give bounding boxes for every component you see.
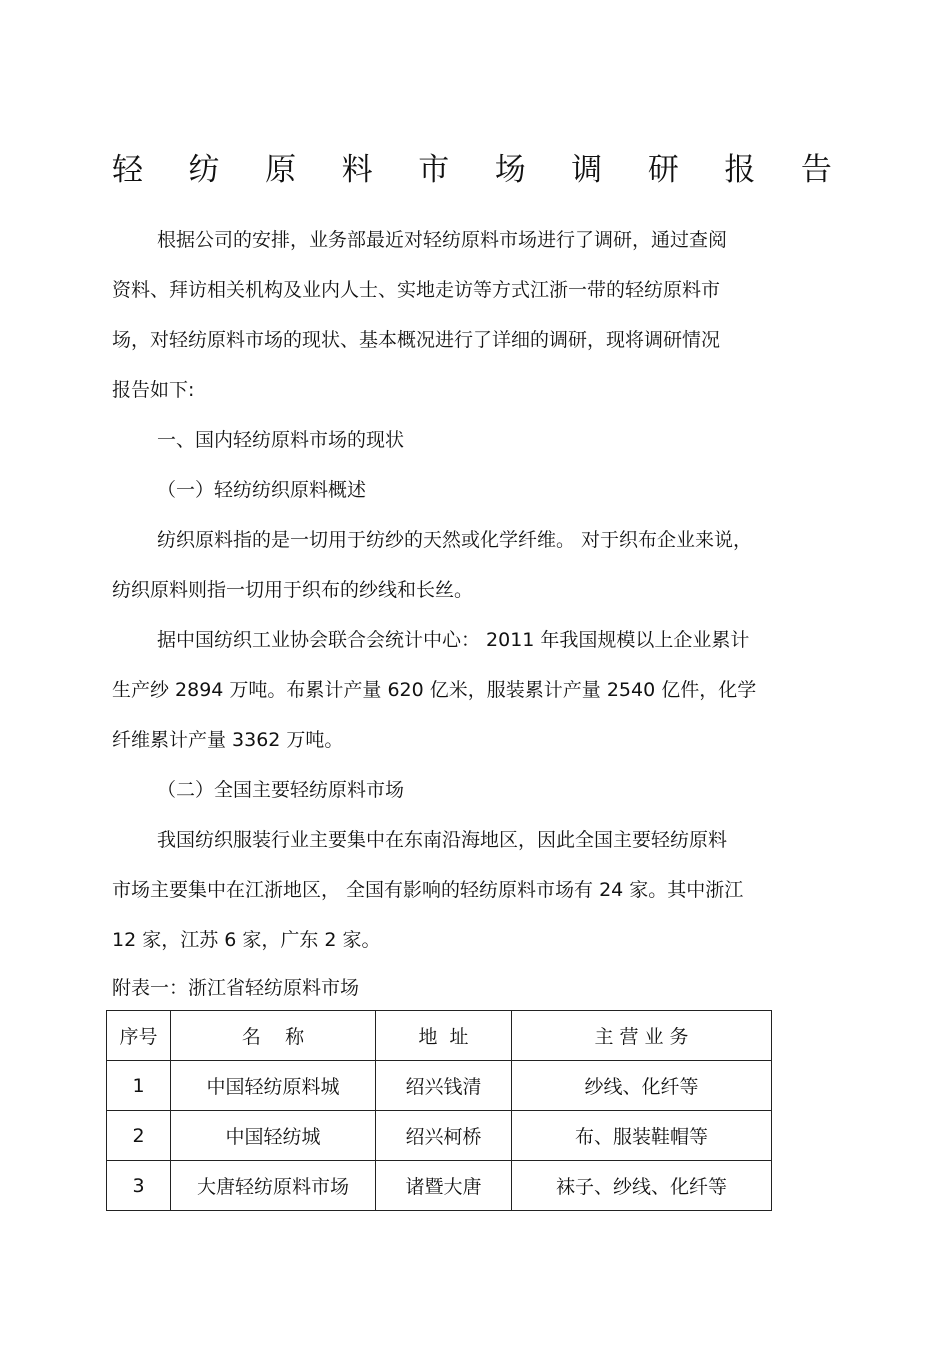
market-table: [106, 1010, 772, 1211]
table-row: [107, 1061, 772, 1111]
table-header-row: [107, 1011, 772, 1061]
table-row: [107, 1161, 772, 1211]
cell-business: 纱线、化纤等: [512, 1061, 772, 1111]
intro-line-2: 资料、拜访相关机构及业内人士、实地走访等方式江浙一带的轻纺原料市: [112, 279, 721, 301]
paragraph-3-line-3: 12 家，江苏 6 家，广东 2 家。: [112, 929, 381, 951]
cell-index: 2: [107, 1111, 171, 1161]
title-character: 调: [571, 151, 603, 188]
cell-business: 布、服装鞋帽等: [512, 1111, 772, 1161]
header-address: 地 址: [376, 1011, 512, 1061]
paragraph-2-line-2: 生产纱 2894 万吨。布累计产量 620 亿米，服装累计产量 2540 亿件，化学: [112, 679, 757, 701]
cell-address: 绍兴柯桥: [376, 1111, 512, 1161]
cell-address: 绍兴钱清: [376, 1061, 512, 1111]
paragraph-3-line-1: 我国纺织服装行业主要集中在东南沿海地区，因此全国主要轻纺原料: [157, 829, 728, 851]
intro-line-3: 场，对轻纺原料市场的现状、基本概况进行了详细的调研，现将调研情况: [112, 329, 721, 351]
cell-address: 诸暨大唐: [376, 1161, 512, 1211]
title-character: 研: [647, 151, 679, 188]
header-index: 序号: [107, 1011, 171, 1061]
title-character: 场: [494, 151, 526, 188]
subsection-heading-1: （一）轻纺纺织原料概述: [157, 479, 367, 501]
cell-name: 中国轻纺城: [171, 1111, 376, 1161]
table-row: [107, 1111, 772, 1161]
paragraph-3-line-2: 市场主要集中在江浙地区， 全国有影响的轻纺原料市场有 24 家。其中浙江: [112, 879, 744, 901]
title-character: 料: [341, 151, 373, 188]
intro-line-1: 根据公司的安排，业务部最近对轻纺原料市场进行了调研，通过查阅: [157, 229, 728, 251]
cell-name: 大唐轻纺原料市场: [171, 1161, 376, 1211]
cell-index: 1: [107, 1061, 171, 1111]
section-heading-1: 一、国内轻纺原料市场的现状: [157, 429, 405, 451]
title-character: 报: [724, 151, 756, 188]
title-character: 原: [265, 151, 297, 188]
table-caption: 附表一：浙江省轻纺原料市场: [112, 977, 360, 999]
title-character: 市: [418, 151, 450, 188]
paragraph-1-line-2: 纺织原料则指一切用于织布的纱线和长丝。: [112, 579, 474, 601]
header-business: 主 营 业 务: [512, 1011, 772, 1061]
header-name: 名 称: [171, 1011, 376, 1061]
paragraph-2-line-3: 纤维累计产量 3362 万吨。: [112, 729, 344, 751]
document-title: [112, 138, 832, 194]
title-character: 轻: [112, 151, 143, 188]
cell-name: 中国轻纺原料城: [171, 1061, 376, 1111]
paragraph-2-line-1: 据中国纺织工业协会联合会统计中心： 2011 年我国规模以上企业累计: [157, 629, 750, 651]
subsection-heading-2: （二）全国主要轻纺原料市场: [157, 779, 405, 801]
cell-business: 袜子、纱线、化纤等: [512, 1161, 772, 1211]
intro-line-4: 报告如下:: [112, 379, 195, 401]
title-character: 纺: [188, 151, 220, 188]
cell-index: 3: [107, 1161, 171, 1211]
title-character: 告: [800, 151, 832, 188]
paragraph-1-line-1: 纺织原料指的是一切用于纺纱的天然或化学纤维。 对于织布企业来说，: [157, 529, 753, 551]
